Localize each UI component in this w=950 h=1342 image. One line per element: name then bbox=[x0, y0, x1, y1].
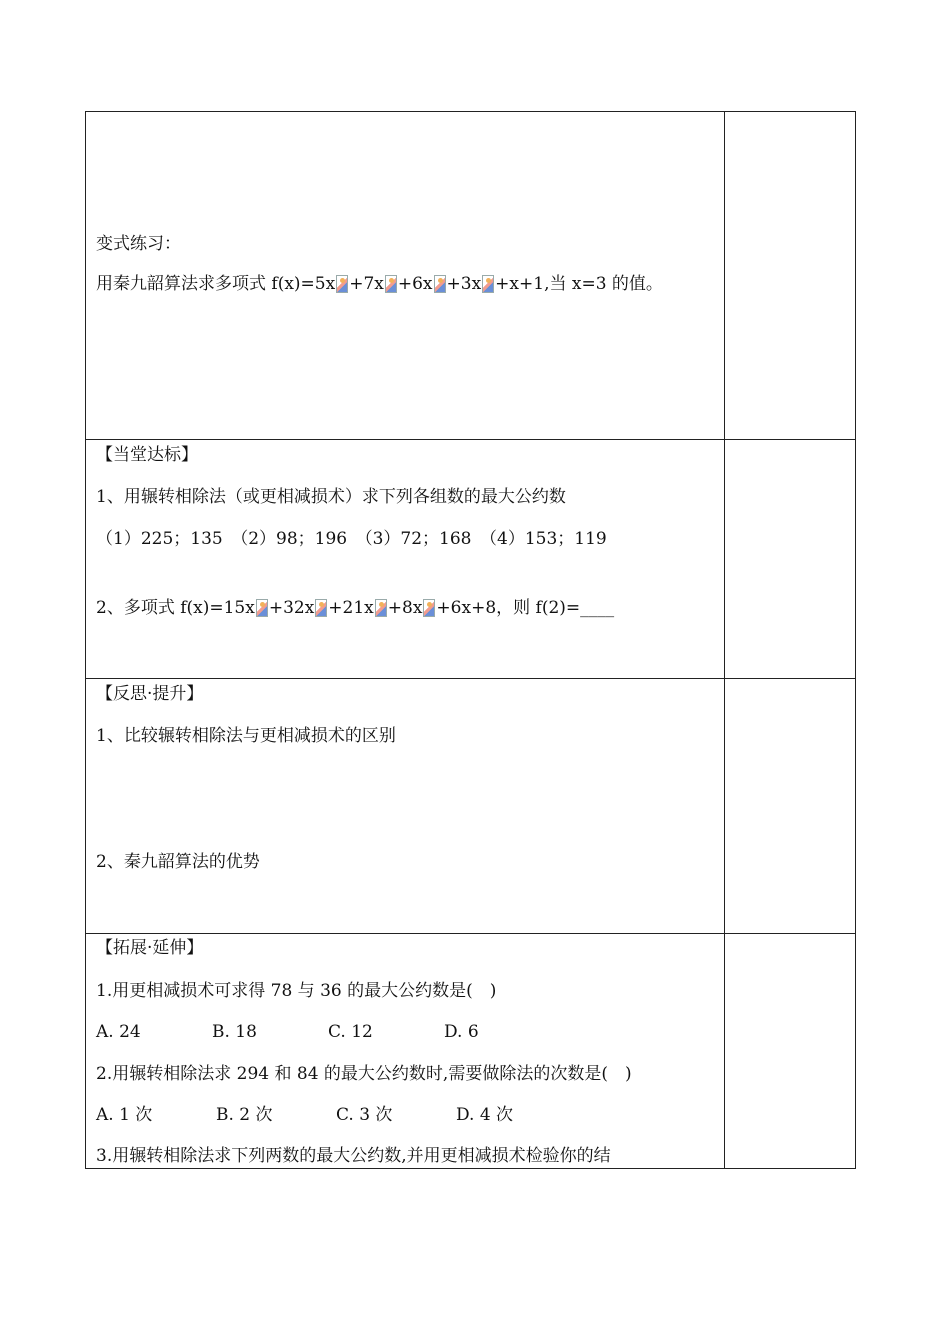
option-d: D. 6 bbox=[444, 1022, 479, 1042]
extend-question-2-options bbox=[96, 1105, 513, 1125]
reflect-question-2: 2、秦九韶算法的优势 bbox=[96, 852, 260, 872]
poly-term: +6x bbox=[397, 274, 433, 294]
worksheet-table bbox=[85, 111, 856, 1169]
exponent-image-icon bbox=[423, 599, 435, 617]
option-b: B. 2 次 bbox=[216, 1105, 273, 1125]
option-a: A. 1 次 bbox=[96, 1105, 153, 1125]
option-a: A. 24 bbox=[96, 1022, 141, 1042]
exponent-image-icon bbox=[434, 275, 446, 293]
extend-question-1-options bbox=[96, 1022, 479, 1042]
extend-heading: 【拓展·延伸】 bbox=[96, 938, 204, 958]
reflect-question-1: 1、比较辗转相除法与更相减损术的区别 bbox=[96, 726, 396, 746]
q2-tail: +6x+8，则 f(2)=____ bbox=[436, 598, 615, 618]
class-question-1-pairs: （1）225；135 （2）98；196 （3）72；168 （4）153；119 bbox=[96, 529, 607, 549]
reflect-heading: 【反思·提升】 bbox=[96, 684, 204, 704]
q2-term: +32x bbox=[268, 598, 315, 618]
option-b: B. 18 bbox=[212, 1022, 257, 1042]
exponent-image-icon bbox=[336, 275, 348, 293]
extend-question-2: 2.用辗转相除法求 294 和 84 的最大公约数时,需要做除法的次数是( ) bbox=[96, 1064, 632, 1084]
exponent-image-icon bbox=[482, 275, 494, 293]
option-d: D. 4 次 bbox=[456, 1105, 514, 1125]
poly-term: +7x bbox=[349, 274, 384, 294]
row-divider bbox=[86, 933, 855, 934]
poly-tail: +x+1,当 x=3 的值。 bbox=[495, 274, 663, 294]
class-question-2 bbox=[96, 598, 614, 618]
poly-prefix: 用秦九韶算法求多项式 f(x)=5x bbox=[96, 274, 336, 294]
class-question-1: 1、用辗转相除法（或更相减损术）求下列各组数的最大公约数 bbox=[96, 487, 566, 507]
row-divider bbox=[86, 439, 855, 440]
class-heading: 【当堂达标】 bbox=[96, 445, 198, 465]
q2-term: +21x bbox=[328, 598, 374, 618]
exponent-image-icon bbox=[256, 599, 268, 617]
extend-question-1: 1.用更相减损术可求得 78 与 36 的最大公约数是( ) bbox=[96, 981, 497, 1001]
q2-term: +8x bbox=[387, 598, 423, 618]
poly-term: +3x bbox=[446, 274, 482, 294]
exponent-image-icon bbox=[385, 275, 397, 293]
exponent-image-icon bbox=[315, 599, 327, 617]
exponent-image-icon bbox=[375, 599, 387, 617]
q2-prefix: 2、多项式 f(x)=15x bbox=[96, 598, 255, 618]
variant-polynomial bbox=[96, 274, 663, 294]
option-c: C. 3 次 bbox=[336, 1105, 393, 1125]
column-divider bbox=[724, 112, 725, 1168]
option-c: C. 12 bbox=[328, 1022, 373, 1042]
row-divider bbox=[86, 678, 855, 679]
variant-heading: 变式练习： bbox=[96, 234, 181, 254]
extend-question-3: 3.用辗转相除法求下列两数的最大公约数,并用更相减损术检验你的结 bbox=[96, 1146, 611, 1166]
